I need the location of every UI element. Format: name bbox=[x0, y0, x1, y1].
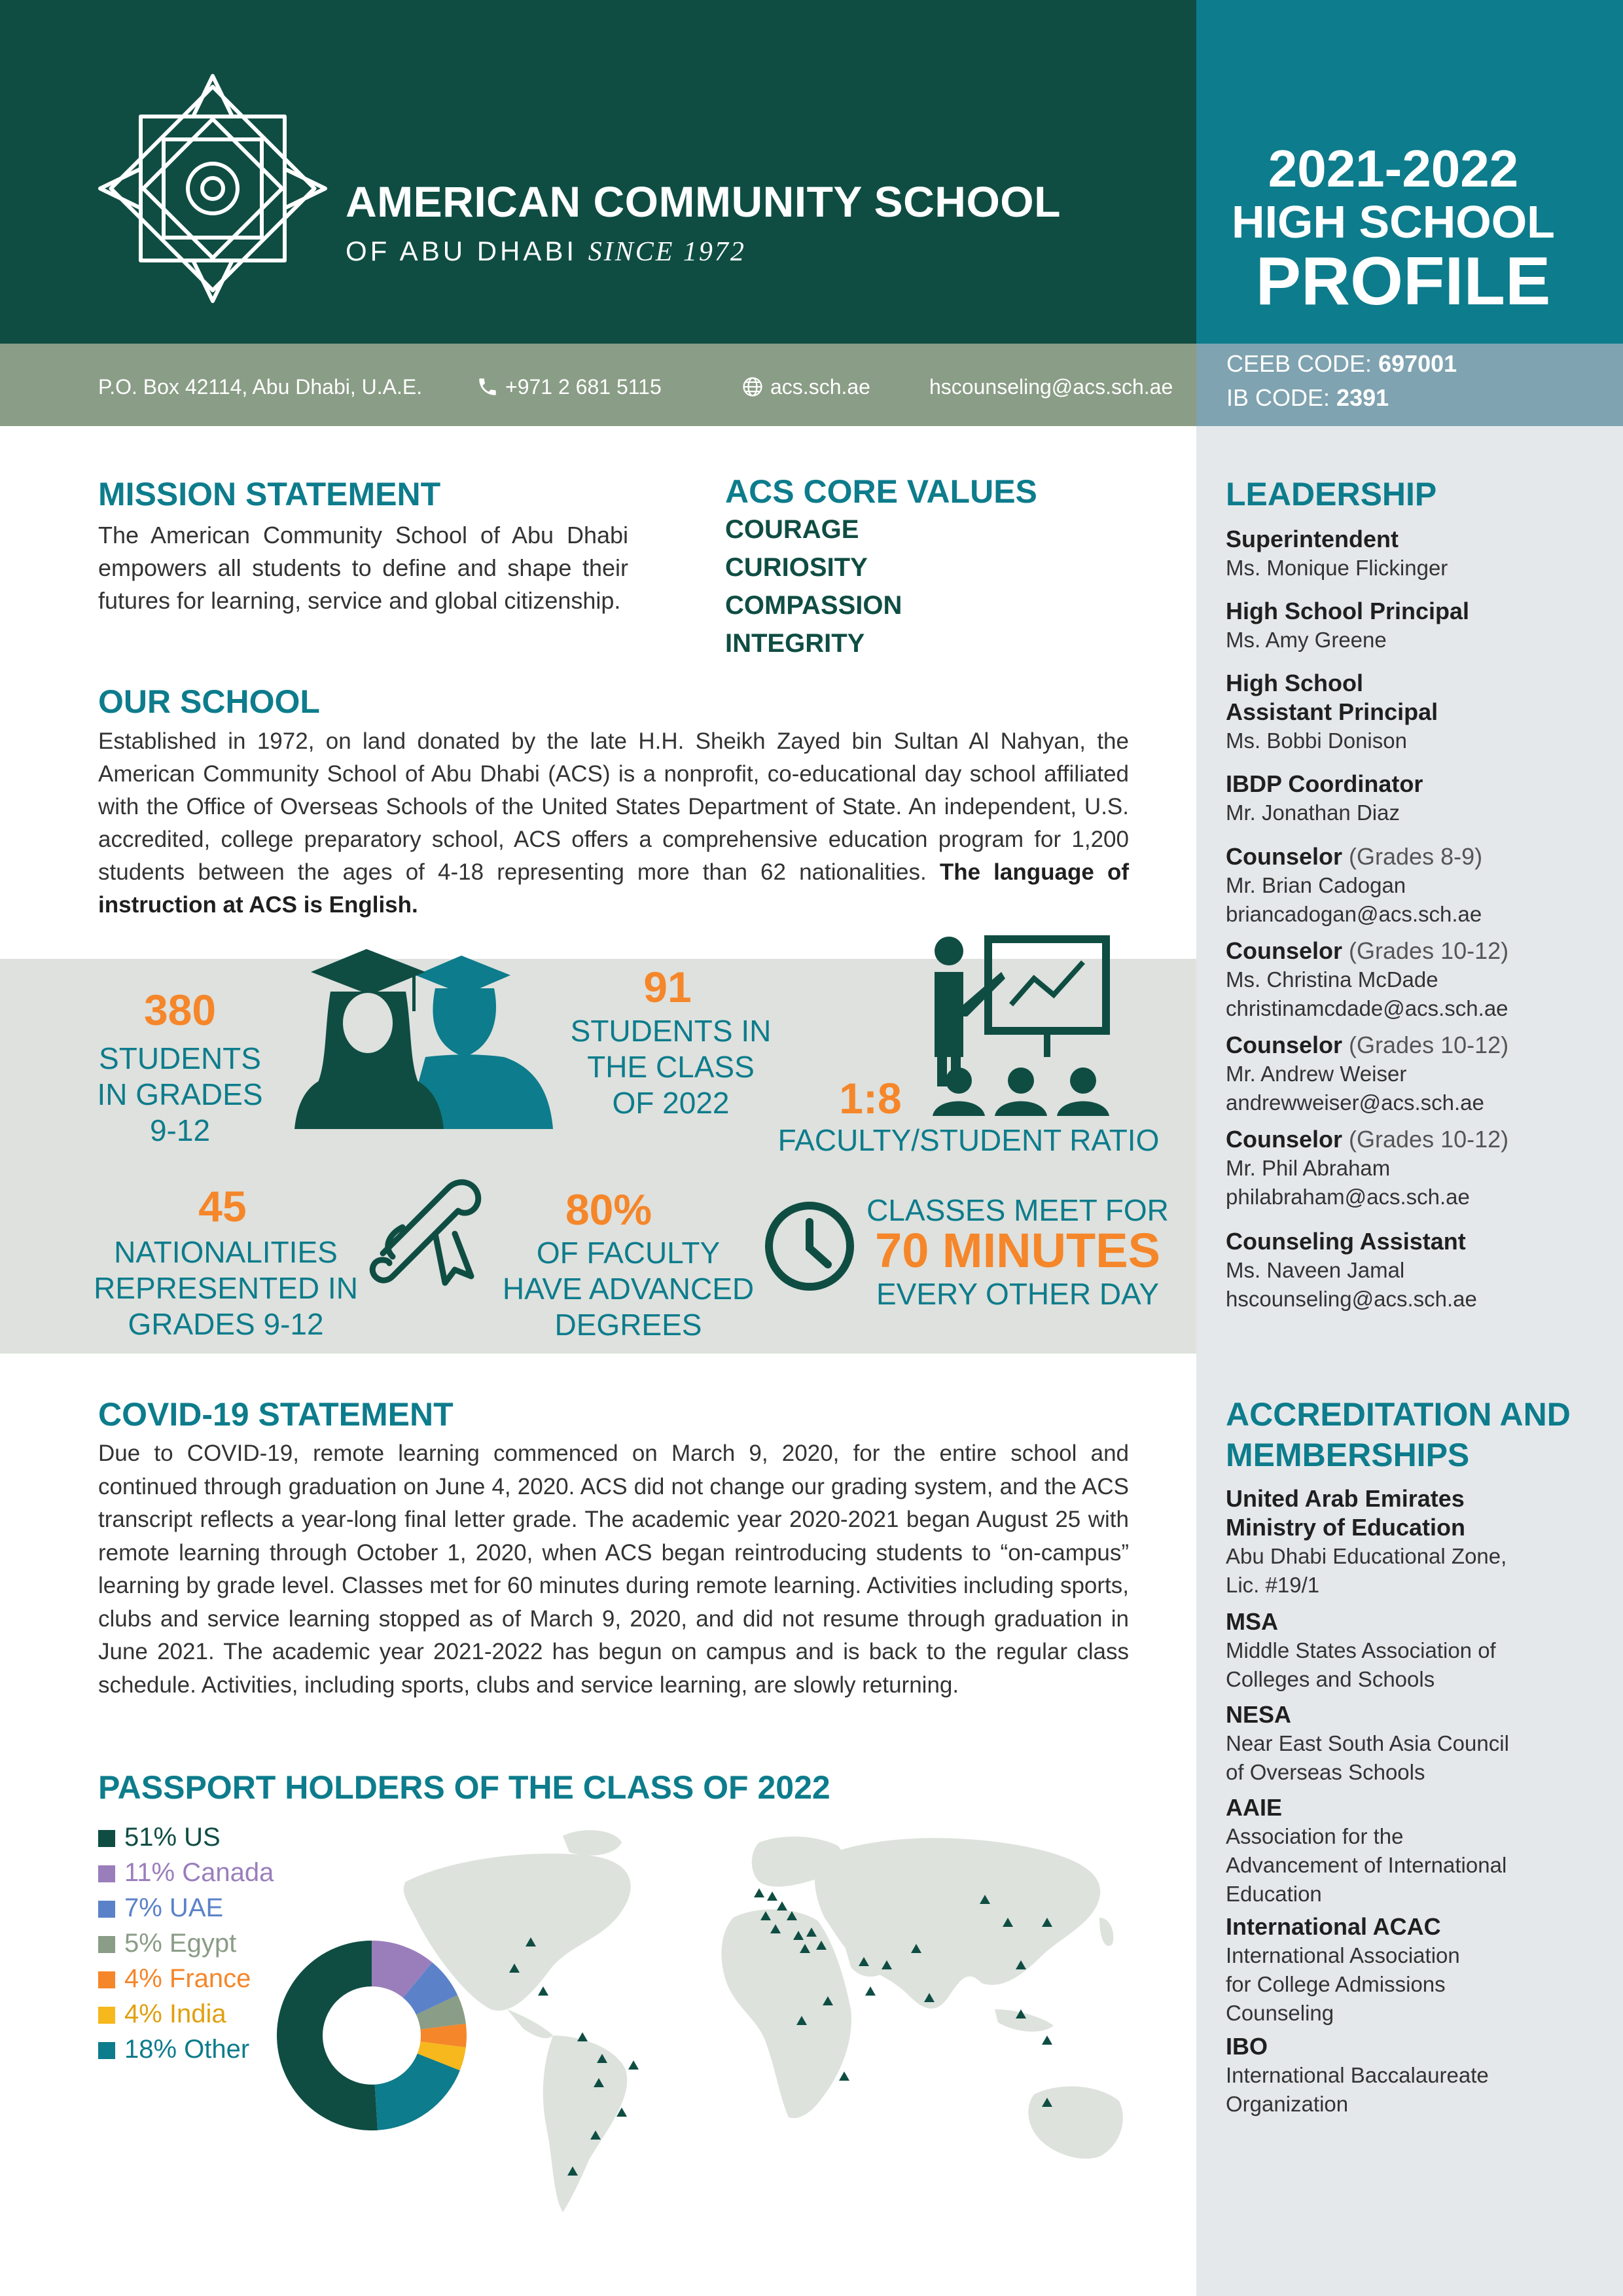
legend-item: 7% UAE bbox=[98, 1890, 274, 1926]
graduates-icon bbox=[294, 939, 569, 1129]
school-name: AMERICAN COMMUNITY SCHOOL bbox=[346, 177, 1061, 226]
legend-item: 5% Egypt bbox=[98, 1926, 274, 1961]
accreditation-title: ACCREDITATION AND MEMBERSHIPS bbox=[1226, 1396, 1571, 1473]
ceeb-code: CEEB CODE: 697001 bbox=[1226, 350, 1457, 377]
profile-title: 2021-2022 HIGH SCHOOL PROFILE bbox=[1232, 139, 1555, 319]
students-count: 380 bbox=[143, 986, 217, 1034]
classes-minutes: 70 MINUTES bbox=[875, 1223, 1160, 1278]
our-school-title: OUR SCHOOL bbox=[98, 683, 320, 720]
class-count: 91 bbox=[643, 963, 692, 1011]
classes-label-bottom: EVERY OTHER DAY bbox=[876, 1277, 1159, 1311]
codes-bar bbox=[1196, 344, 1623, 426]
leader-entry: Superintendent Ms. Monique Flickinger bbox=[1226, 526, 1448, 580]
accreditation-entry: NESA Near East South Asia Council of Overseas Schools bbox=[1226, 1701, 1509, 1784]
core-values-list bbox=[725, 511, 902, 662]
accreditation-entry: United Arab Emirates Ministry of Education Abu Dhabi Educational Zone, Lic. #19/1 bbox=[1226, 1485, 1507, 1597]
leader-entry: Counselor (Grades 10-12) Ms. Christina McDade christinamcdade@acs.sch.ae bbox=[1226, 937, 1605, 1023]
accreditation-entry: International ACAC International Association for College Admissions Counseling bbox=[1226, 1913, 1460, 2025]
clock-icon bbox=[762, 1199, 857, 1294]
donut-slice-us bbox=[277, 1941, 378, 2130]
world-map bbox=[393, 1820, 1178, 2238]
covid-text: Due to COVID-19, remote learning commenced on March 9, 2020, for the entire school and continued through graduation on June 4, 2020. ACS did not change our grading system, and the ACS transcript reflects a year-long final letter grade. The academic year 2020-2021 began August 25 with remote learning through October 1, 2020, when ACS began reintroducing students to “on-campus” learning by grade level. Classes met for 60 minutes during remote learning. Activities including sports, clubs and service learning stopped as of March 9, 2020, and did not resume through graduation in June 2021. The academic year 2021-2022 has begun on campus and is back to the regular class schedule. Activities, including sports, clubs and service learning, are slowly returning. bbox=[98, 1441, 1129, 1698]
accreditation-entry: IBO International Baccalaureate Organization bbox=[1226, 2033, 1489, 2116]
nationalities-label: NATIONALITIES REPRESENTED IN GRADES 9-12 bbox=[94, 1235, 358, 1341]
leadership-title: LEADERSHIP bbox=[1226, 476, 1437, 512]
covid-title: COVID-19 STATEMENT bbox=[98, 1396, 454, 1433]
mission-title: MISSION STATEMENT bbox=[98, 476, 441, 512]
school-subtitle: OF ABU DHABI SINCE 1972 bbox=[346, 236, 746, 267]
contact-bar bbox=[0, 344, 1196, 426]
teacher-icon bbox=[923, 933, 1119, 1129]
nationalities-count: 45 bbox=[198, 1182, 247, 1230]
leader-entry: Counseling Assistant Ms. Naveen Jamal hscounseling@acs.sch.ae bbox=[1226, 1227, 1605, 1314]
value-item: COURAGE bbox=[725, 515, 859, 544]
address-text: P.O. Box 42114, Abu Dhabi, U.A.E. bbox=[98, 375, 423, 399]
faculty-percent: 80% bbox=[565, 1185, 652, 1234]
legend-item: 18% Other bbox=[98, 2032, 274, 2067]
class-label: STUDENTS IN THE CLASS OF 2022 bbox=[570, 1014, 772, 1120]
leader-email[interactable]: briancadogan@acs.sch.ae bbox=[1226, 902, 1482, 926]
legend-item: 11% Canada bbox=[98, 1855, 274, 1890]
globe-icon bbox=[741, 376, 764, 398]
leader-email[interactable]: andrewweiser@acs.sch.ae bbox=[1226, 1090, 1484, 1115]
ratio-value: 1:8 bbox=[839, 1074, 902, 1122]
school-logo-icon bbox=[95, 71, 330, 306]
leader-entry: Counselor (Grades 10-12) Mr. Andrew Weiser andrewweiser@acs.sch.ae bbox=[1226, 1031, 1605, 1117]
passport-legend bbox=[98, 1820, 274, 2067]
leader-entry: High School Principal Ms. Amy Greene bbox=[1226, 598, 1470, 652]
leader-email[interactable]: hscounseling@acs.sch.ae bbox=[1226, 1287, 1477, 1311]
value-item: CURIOSITY bbox=[725, 553, 868, 582]
legend-item: 51% US bbox=[98, 1820, 274, 1855]
accreditation-entry: MSA Middle States Association of Colleges and Schools bbox=[1226, 1608, 1496, 1691]
leader-entry: Counselor (Grades 8-9) Mr. Brian Cadogan briancadogan@acs.sch.ae bbox=[1226, 842, 1605, 929]
passport-title: PASSPORT HOLDERS OF THE CLASS OF 2022 bbox=[98, 1769, 830, 1806]
legend-item: 4% France bbox=[98, 1961, 274, 1996]
value-item: INTEGRITY bbox=[725, 629, 865, 658]
core-values-title: ACS CORE VALUES bbox=[725, 473, 1037, 510]
leader-email[interactable]: christinamcdade@acs.sch.ae bbox=[1226, 996, 1508, 1020]
classes-label-top: CLASSES MEET FOR bbox=[866, 1193, 1169, 1227]
leader-entry: High School Assistant Principal Ms. Bobbi Donison bbox=[1226, 670, 1438, 753]
ib-code: IB CODE: 2391 bbox=[1226, 384, 1389, 411]
phone-icon bbox=[476, 376, 499, 398]
mission-text: The American Community School of Abu Dhabi empowers all students to define and shape their futures for learning, service and global citizenship. bbox=[98, 522, 628, 614]
ratio-label: FACULTY/STUDENT RATIO bbox=[777, 1123, 1160, 1157]
leader-entry: Counselor (Grades 10-12) Mr. Phil Abraham philabraham@acs.sch.ae bbox=[1226, 1125, 1605, 1211]
diploma-icon bbox=[363, 1162, 494, 1293]
faculty-label: OF FACULTY HAVE ADVANCED DEGREES bbox=[502, 1236, 755, 1342]
email-link[interactable]: hscounseling@acs.sch.ae bbox=[929, 375, 1173, 399]
students-label: STUDENTS IN GRADES 9-12 bbox=[97, 1041, 263, 1147]
phone-link[interactable]: +971 2 681 5115 bbox=[476, 375, 662, 399]
website-link[interactable]: acs.sch.ae bbox=[741, 375, 870, 399]
legend-item: 4% India bbox=[98, 1996, 274, 2032]
leader-entry: IBDP Coordinator Mr. Jonathan Diaz bbox=[1226, 770, 1423, 825]
our-school-text: Established in 1972, on land donated by the late H.H. Sheikh Zayed bin Sultan Al Nahyan, the American Community School of Abu Dhabi (ACS) is a nonprofit, co-educational day school affiliated with the Office of Overseas Schools of the United States Department of State. An independent, U.S. accredited, college preparatory school, ACS offers a comprehensive education program for 1,200 students between the ages of 4-18 representing more than 62 nationalities. The language of instruction at ACS is English. bbox=[98, 728, 1129, 918]
value-item: COMPASSION bbox=[725, 591, 902, 620]
accreditation-entry: AAIE Association for the Advancement of International Education bbox=[1226, 1794, 1507, 1906]
leader-email[interactable]: philabraham@acs.sch.ae bbox=[1226, 1185, 1470, 1209]
